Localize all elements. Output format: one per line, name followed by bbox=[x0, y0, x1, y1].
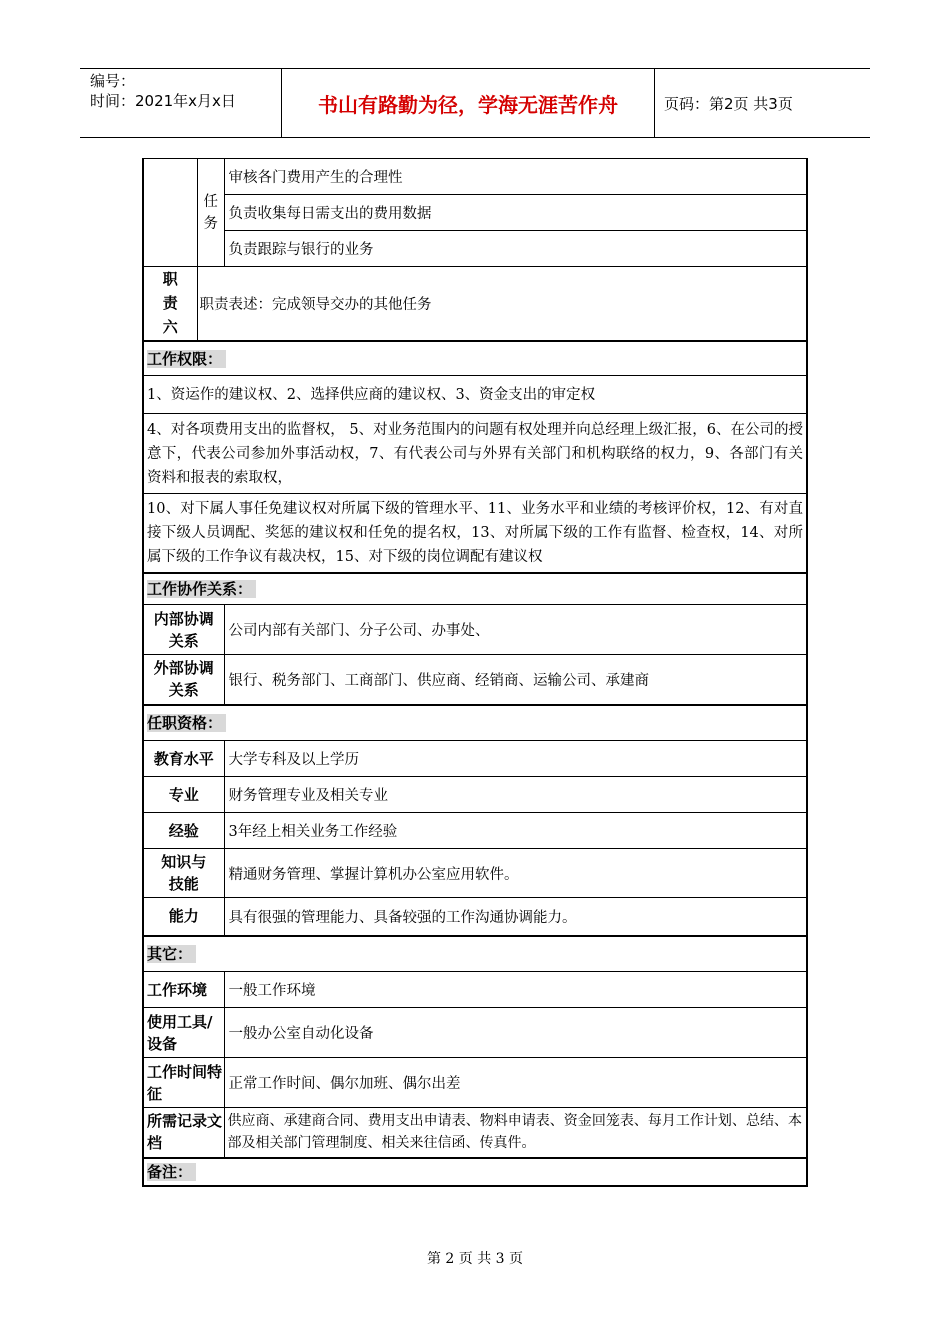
other-row bbox=[143, 972, 807, 1008]
qualification-label: 教育水平 bbox=[143, 741, 224, 777]
qualification-title: 任职资格： bbox=[143, 705, 807, 741]
cooperation-title: 工作协作关系： bbox=[143, 573, 807, 605]
qualification-row bbox=[143, 777, 807, 813]
task-item: 负责跟踪与银行的业务 bbox=[224, 231, 807, 267]
cooperation-value: 银行、税务部门、工商部门、供应商、经销商、运输公司、承建商 bbox=[224, 655, 807, 705]
task-row bbox=[143, 159, 807, 195]
number-label: 编号： bbox=[90, 72, 136, 90]
authority-title: 工作权限： bbox=[143, 341, 807, 376]
other-title: 其它： bbox=[143, 936, 807, 972]
authority-header-row bbox=[143, 341, 807, 376]
task-row bbox=[143, 195, 807, 231]
remarks-title: 备注： bbox=[143, 1158, 807, 1186]
other-row bbox=[143, 1108, 807, 1158]
qualification-value: 精通财务管理、掌握计算机办公室应用软件。 bbox=[224, 849, 807, 898]
qualification-label: 经验 bbox=[143, 813, 224, 849]
cooperation-header-row bbox=[143, 573, 807, 605]
authority-row bbox=[143, 414, 807, 494]
qualification-label: 专业 bbox=[143, 777, 224, 813]
cooperation-label: 外部协调关系 bbox=[143, 655, 224, 705]
other-label: 工作时间特征 bbox=[143, 1058, 224, 1108]
other-value: 供应商、承建商合同、费用支出申请表、物料申请表、资金回笼表、每月工作计划、总结、本部及相关部门管理制度、相关来往信函、传真件。 bbox=[224, 1108, 807, 1158]
authority-row bbox=[143, 494, 807, 573]
qualification-value: 财务管理专业及相关专业 bbox=[224, 777, 807, 813]
other-label: 所需记录文档 bbox=[143, 1108, 224, 1158]
qualification-header-row bbox=[143, 705, 807, 741]
qualification-row bbox=[143, 849, 807, 898]
task-item: 负责收集每日需支出的费用数据 bbox=[224, 195, 807, 231]
motto: 书山有路勤为径，学海无涯苦作舟 bbox=[282, 69, 655, 137]
qualification-row bbox=[143, 741, 807, 777]
duty6-label: 职责六 bbox=[143, 267, 197, 341]
remarks-row bbox=[143, 1158, 807, 1186]
date-label: 时间：2021年x月x日 bbox=[90, 92, 236, 110]
other-label: 工作环境 bbox=[143, 972, 224, 1008]
cooperation-label: 内部协调关系 bbox=[143, 605, 224, 655]
authority-text: 1、资运作的建议权、2、选择供应商的建议权、3、资金支出的审定权 bbox=[143, 376, 807, 414]
task-row bbox=[143, 231, 807, 267]
header-info bbox=[80, 69, 282, 137]
other-value: 一般工作环境 bbox=[224, 972, 807, 1008]
cooperation-row bbox=[143, 655, 807, 705]
cooperation-value: 公司内部有关部门、分子公司、办事处、 bbox=[224, 605, 807, 655]
qualification-row bbox=[143, 813, 807, 849]
duty6-row bbox=[143, 267, 807, 341]
page-header bbox=[80, 68, 870, 138]
page-label: 页码：第2页 共3页 bbox=[664, 94, 793, 113]
duty-label-cell-empty bbox=[143, 159, 197, 267]
qualification-label: 知识与技能 bbox=[143, 849, 224, 898]
other-value: 正常工作时间、偶尔加班、偶尔出差 bbox=[224, 1058, 807, 1108]
task-item: 审核各门费用产生的合理性 bbox=[224, 159, 807, 195]
page-footer: 第 2 页 共 3 页 bbox=[426, 1251, 524, 1267]
task-label: 任务 bbox=[197, 159, 224, 267]
other-row bbox=[143, 1008, 807, 1058]
other-value: 一般办公室自动化设备 bbox=[224, 1008, 807, 1058]
other-header-row bbox=[143, 936, 807, 972]
other-row bbox=[143, 1058, 807, 1108]
cooperation-row bbox=[143, 605, 807, 655]
other-label: 使用工具/设备 bbox=[143, 1008, 224, 1058]
authority-text: 4、对各项费用支出的监督权， 5、对业务范围内的问题有权处理并向总经理上级汇报，6、在公司的授意下，代表公司参加外事活动权，7、有代表公司与外界有关部门和机构联络的权力，9、各部门有关资料和报表的索取权， bbox=[143, 414, 807, 494]
duty6-text: 职责表述：完成领导交办的其他任务 bbox=[197, 267, 807, 341]
qualification-value: 3年经上相关业务工作经验 bbox=[224, 813, 807, 849]
authority-row bbox=[143, 376, 807, 414]
qualification-value: 大学专科及以上学历 bbox=[224, 741, 807, 777]
qualification-label: 能力 bbox=[143, 898, 224, 936]
job-description-table bbox=[142, 158, 808, 1187]
authority-text: 10、对下属人事任免建议权对所属下级的管理水平、11、业务水平和业绩的考核评价权，12、有对直接下级人员调配、奖惩的建议权和任免的提名权，13、对所属下级的工作有监督、检查权，14、对所属下级的工作争议有裁决权，15、对下级的岗位调配有建议权 bbox=[143, 494, 807, 573]
qualification-row bbox=[143, 898, 807, 936]
qualification-value: 具有很强的管理能力、具备较强的工作沟通协调能力。 bbox=[224, 898, 807, 936]
